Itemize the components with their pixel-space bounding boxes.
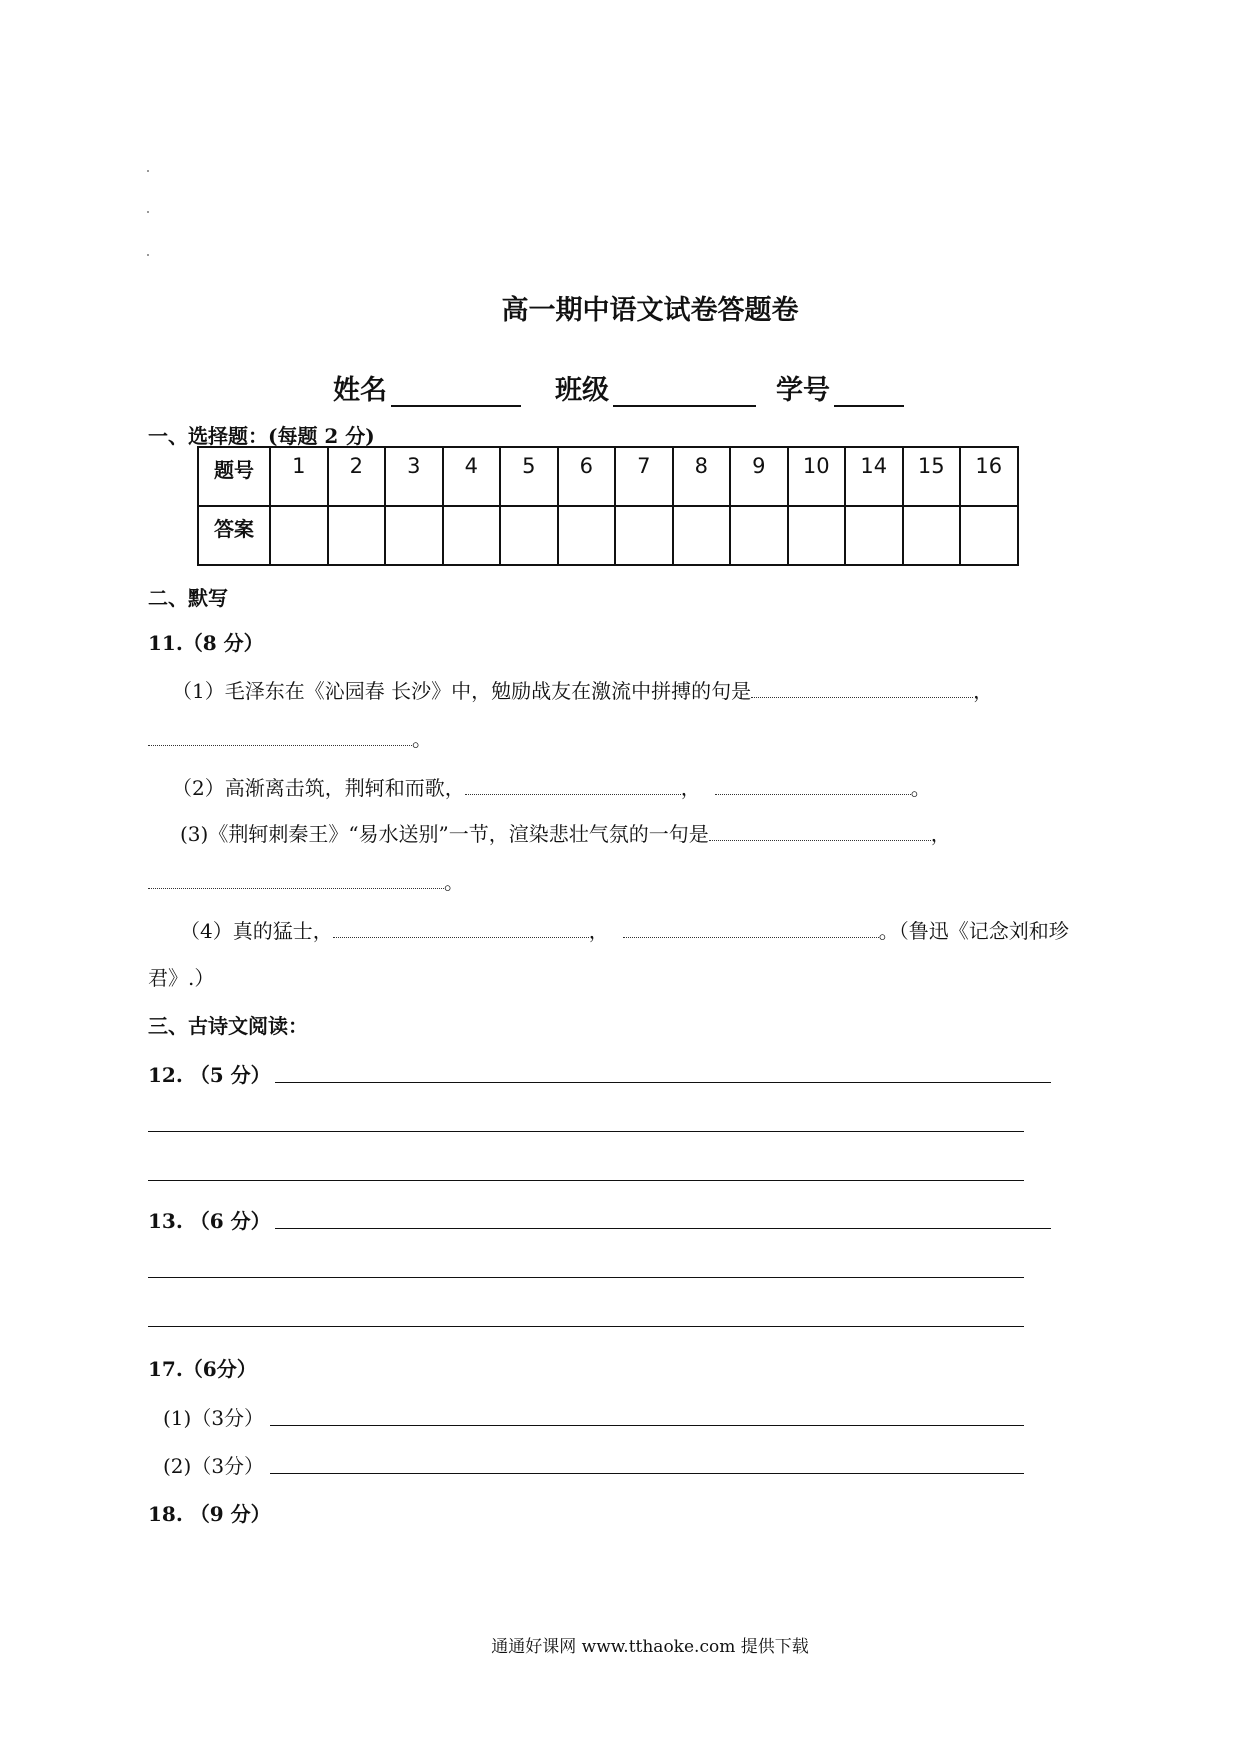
answer-cell[interactable]	[615, 506, 673, 565]
answer-line[interactable]	[275, 1228, 1051, 1229]
answer-cell[interactable]	[673, 506, 731, 565]
question-11-item-3-cont	[148, 866, 464, 895]
answer-line[interactable]	[275, 1082, 1051, 1083]
question-11-item-3	[180, 818, 951, 847]
margin-mark	[147, 254, 149, 256]
period: 。	[444, 870, 464, 894]
answer-line[interactable]	[270, 1425, 1024, 1426]
section1-heading: 一、选择题：(每题 2 分)	[148, 424, 375, 448]
answer-cell[interactable]	[558, 506, 616, 565]
answer-cell[interactable]	[788, 506, 846, 565]
answer-line[interactable]	[148, 1277, 1024, 1278]
comma: ，	[588, 919, 609, 943]
question-11-item-4	[180, 915, 1069, 944]
margin-mark	[147, 170, 149, 172]
question-number: 2	[328, 447, 386, 506]
answer-row-label: 答案	[198, 506, 270, 565]
answer-cell[interactable]	[443, 506, 501, 565]
answer-blank[interactable]	[715, 776, 911, 795]
question-11-item-1	[172, 675, 993, 704]
answer-line[interactable]	[148, 1131, 1024, 1132]
class-label: 班级	[555, 375, 609, 406]
table-row	[198, 506, 1018, 565]
answer-cell[interactable]	[845, 506, 903, 565]
answer-blank[interactable]	[623, 919, 879, 938]
id-field[interactable]	[776, 368, 904, 407]
period: 。	[878, 919, 899, 943]
answer-blank[interactable]	[751, 679, 973, 698]
question-17-label: 17.（6分）	[148, 1357, 257, 1381]
answer-table	[197, 446, 1019, 566]
answer-cell[interactable]	[730, 506, 788, 565]
question-11-label: 11.（8 分）	[148, 631, 264, 655]
question-number: 14	[845, 447, 903, 506]
id-blank[interactable]	[834, 379, 904, 407]
period: 。	[910, 776, 931, 800]
answer-blank[interactable]	[148, 870, 444, 889]
answer-blank[interactable]	[465, 776, 681, 795]
answer-cell[interactable]	[903, 506, 961, 565]
item-3-text: (3)《荆轲刺秦王》“易水送别”一节，渲染悲壮气氛的一句是	[180, 822, 709, 846]
item-4-source: （鲁迅《记念刘和珍	[898, 919, 1069, 943]
margin-mark	[147, 211, 149, 213]
answer-cell[interactable]	[960, 506, 1018, 565]
item-1-text: （1）毛泽东在《沁园春 长沙》中，勉励战友在激流中拼搏的句是	[172, 679, 752, 703]
comma: ，	[930, 822, 951, 846]
question-row-label: 题号	[198, 447, 270, 506]
question-11-item-2	[172, 772, 931, 801]
question-number: 16	[960, 447, 1018, 506]
question-number: 10	[788, 447, 846, 506]
page-footer: 通通好课网 www.tthaoke.com 提供下载	[491, 1637, 809, 1657]
answer-line[interactable]	[148, 1326, 1024, 1327]
answer-blank[interactable]	[709, 822, 931, 841]
question-number: 4	[443, 447, 501, 506]
class-blank[interactable]	[613, 379, 756, 407]
page-title: 高一期中语文试卷答题卷	[501, 295, 799, 326]
period: 。	[412, 727, 432, 751]
question-11-item-1-cont	[148, 723, 432, 752]
question-number: 5	[500, 447, 558, 506]
answer-line[interactable]	[270, 1473, 1024, 1474]
answer-cell[interactable]	[385, 506, 443, 565]
name-label: 姓名	[333, 375, 387, 406]
answer-cell[interactable]	[270, 506, 328, 565]
answer-line[interactable]	[148, 1180, 1024, 1181]
table-row	[198, 447, 1018, 506]
class-field[interactable]	[555, 368, 756, 407]
question-13-label: 13. （6 分）	[148, 1209, 271, 1233]
answer-cell[interactable]	[328, 506, 386, 565]
section3-heading: 三、古诗文阅读：	[148, 1014, 308, 1038]
question-number: 9	[730, 447, 788, 506]
question-12-label: 12. （5 分）	[148, 1063, 271, 1087]
id-label: 学号	[776, 375, 830, 406]
question-number: 8	[673, 447, 731, 506]
name-blank[interactable]	[391, 379, 521, 407]
question-number: 6	[558, 447, 616, 506]
name-field[interactable]	[333, 368, 521, 407]
question-17-2-label: (2)（3分）	[163, 1454, 265, 1478]
item-4-source-cont: 君》.）	[148, 966, 215, 990]
question-number: 1	[270, 447, 328, 506]
comma: ，	[680, 776, 701, 800]
answer-cell[interactable]	[500, 506, 558, 565]
item-2-text: （2）高渐离击筑，荆轲和而歌，	[172, 776, 465, 800]
comma: ，	[973, 679, 994, 703]
answer-blank[interactable]	[333, 919, 589, 938]
section2-heading: 二、默写	[148, 586, 228, 610]
question-number: 3	[385, 447, 443, 506]
answer-blank[interactable]	[148, 727, 412, 746]
item-4-text: （4）真的猛士，	[180, 919, 333, 943]
question-number: 7	[615, 447, 673, 506]
question-number: 15	[903, 447, 961, 506]
question-17-1-label: (1)（3分）	[163, 1406, 265, 1430]
question-18-label: 18. （9 分）	[148, 1502, 271, 1526]
